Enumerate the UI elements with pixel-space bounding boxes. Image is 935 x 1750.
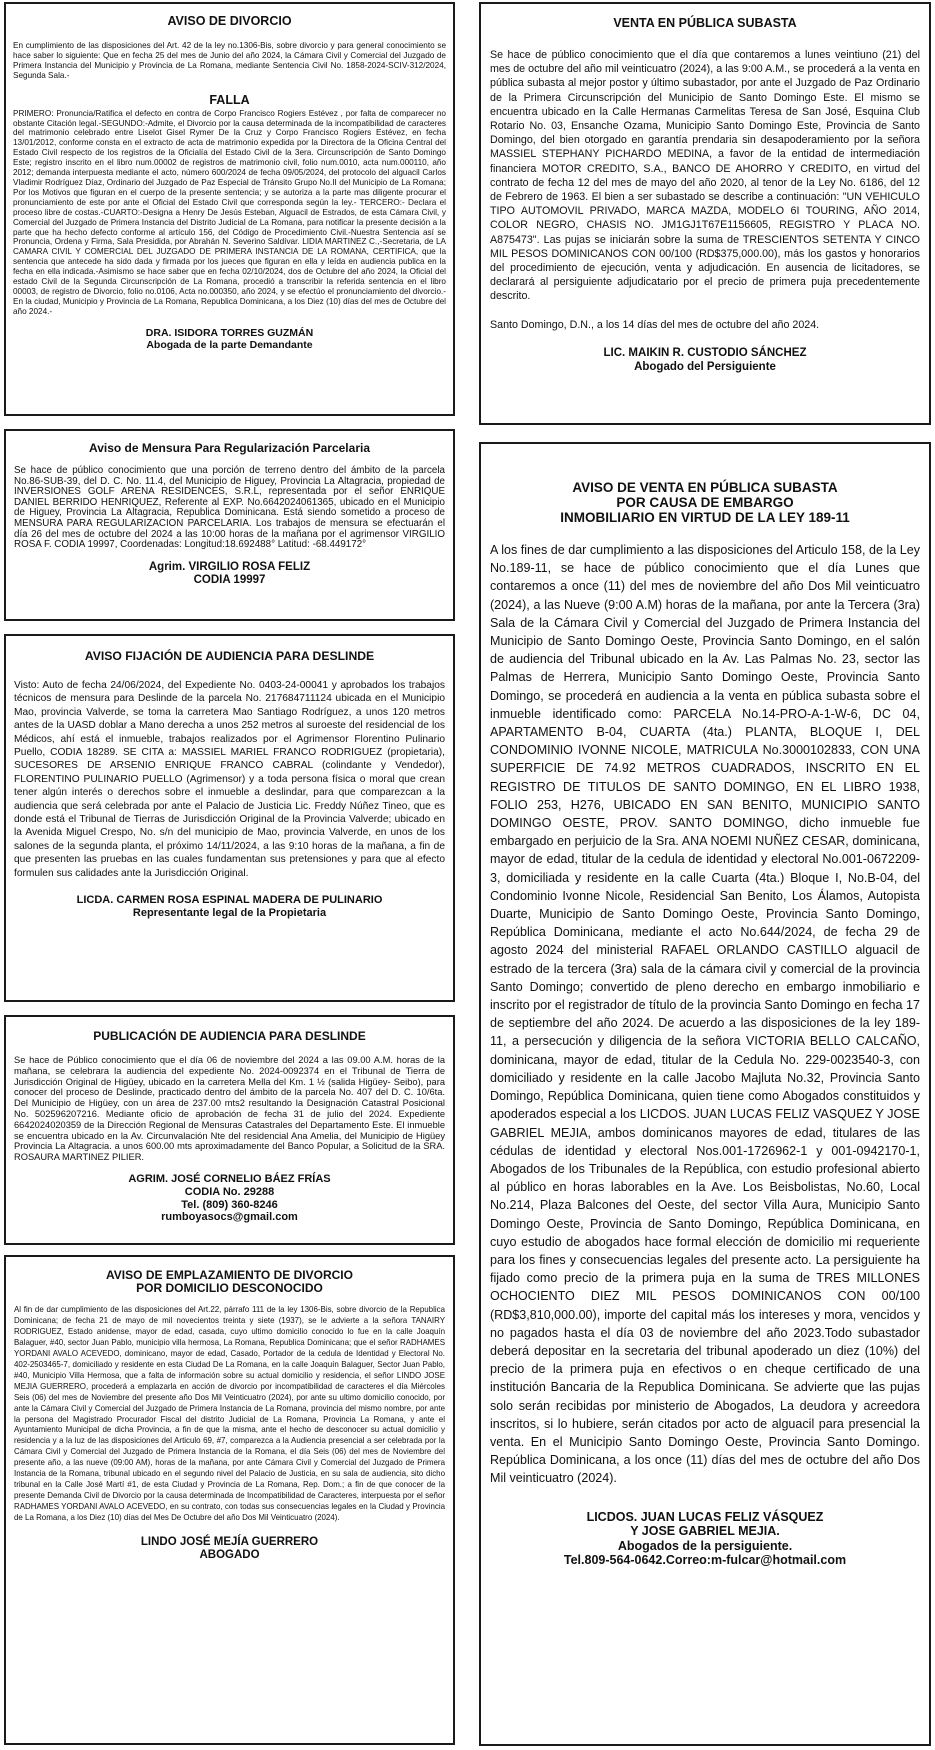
- signature-role: Representante legal de la Propietaria: [132, 906, 327, 919]
- signature-contact: Tel.809-564-0642.Correo:m-fulcar@hotmail.com: [563, 1553, 847, 1568]
- notice-body: Se hace de Público conocimiento que el día 06 de noviembre del 2024 a las 09.00 A.M. horas de la mañana, se celebrara la audiencia del expediente No. 2024-0092374 en el Tribunal de Tierra de Jurisdicción Original de Higüey, ubicado en la carretera Mella del Km. 1 ½ (salida Higüey- Seibo), para conocer del proceso de Deslinde, practicado dentro del ámbito de la parcela No. 407 del D. C. 10/6ta. Del Municipio de Higüey, con un área de 237.00 mts2 resultando la Designación Catastral Posicional No. 502596207216. Mediante oficio de aprobación de fecha 31 de julio del 2024. Expediente 6642024020359 de la Dirección Regional de Mensuras Catastrales del Departamento Este. El inmueble se encuentra ubicado en la Av. Circunvalación Nte del residencial Ana Amelia, del Municipio de Higüey Provincia La Altagracia. a unos 600.00 mts aproximadamente del Banco Popular, a Solicitud de la SRA. ROSAURA MARTINEZ PILIER.: [14, 1055, 445, 1163]
- notice-body: A los fines de dar cumplimiento a las disposiciones del Articulo 158, de la Ley No.189-11, se hace de público conocimiento que el día Lunes que contaremos a once (11) del mes de noviembre del año Dos Mil veinticuatro (2024), a las Nueve (9:00 A.M) horas de la mañana, por ante la Tercera (3ra) Sala de la Cámara Civil y Comercial del Juzgado de Primera Instancia del Municipio de Santo Domingo Oeste, Provincia Santo Domingo, en el salón de audiencia del Tribunal ubicado en la Av. Las Palmas No. 23, sector las Palmas de Herrera, Municipio Santo Domingo Oeste, Provincia Santo Domingo, se procederá en audiencia a la venta en pública subasta sobre el inmueble identificado como: PARCELA No.14-PRO-A-1-W-6, DC 04, APARTAMENTO B-04, CUARTA (4ta.) PLANTA, BLOQUE I, DEL CONDOMINIO IVONNE NICOLE, MATRICULA No.3000102833, CON UNA SUPERFICIE DE 74.92 METROS CUADRADOS, INSCRITO EN EL REGISTRO DE TITULOS DE SANTO DOMINGO, EN EL LIBRO 1938, FOLIO 253, H276, UBICADO EN SAN BENITO, MUNICIPIO SANTO DOMINGO OESTE, PROV. SANTO DOMINGO, dicho inmueble fue embargado en perjuicio de la Sra. ANA NOEMI NUÑEZ CESAR, dominicana, mayor de edad, titular de la cedula de identidad y electoral No.001-0672209-3, domiciliada y residente en la calle Cuarta (4ta.) Bloque I, No.B-04, del Condominio Ivonne Nicole, Residencial San Benito, Los Álamos, Autopista Duarte, Municipio de Santo Domingo Oeste, Provincia Santo Domingo, República Dominicana, mediante el acto No.644/2024, de fecha 29 de agosto 2024 del ministerial RAFAEL ORLANDO CASTILLO alguacil de estrado de la tercera (3ra) sala de la cámara civil y comercial de la provincia Santo Domingo; convertido de pleno derecho en embargo inmobiliario e inscrito por el registrador de título de la provincia Santo Domingo en fecha 17 de septiembre del año 2024. De acuerdo a las disposiciones de la ley 189-11, a persecución y diligencia de la señora VICTORIA BELLO CALCAÑO, dominicana, mayor de edad, titular de la Cedula No. 229-0023540-3, con domiciliado y residente en la calle Jacobo Majluta No.32, Provincia Santo Domingo, República Dominicana, quien tiene como Abogados constituidos y apoderados especial a los LICDOS. JUAN LUCAS FELIZ VASQUEZ Y JOSE GABRIEL MEJIA, ambos dominicanos mayores de edad, titulares de las cédulas de identidad y electoral Nos.001-1726962-1 y 001-0942170-1, Abogados de los Tribunales de la República, con estudio profesional abierto al público en horas laborables en la Ave. Los Beisbolistas, No.60, Local No.214, Plaza Balcones del Oeste, del sector Villa Aura, Municipio Santo Domingo Oeste, Provincia de Santo Domingo, República Dominicana, en cuyo estudio de abogados hace formal elección de domicilio mi requeriente para los fines y consecuencias legales del presente acto. La persiguiente ha fijado como precio de la primera puja en la suma de TRES MILLONES OCHOCIENTO DIEZ MIL PESOS DOMINICANOS CON 00/100 (RD$3,810,000.00), importe del capital más los intereses y mora, vencidos y no pagados hasta el día 03 de noviembre del año 2023.Todo subastador deberá depositar en la secretaria del tribunal apoderado un diez (10%) del precio de la primera puja en efectivos o en cheque certificado de una institución Bancaria de la Republica Dominicana. Se advierte que las pujas solo serán recibidas por ministerio de Abogados, La deudora y acreedora inscritos, si lo hubiere, serán citados por acto de alguacil para presencial la venta. En el Municipio Santo Domingo Oeste, Provincia Santo Domingo. República Dominicana, a los once (11) días del mes de octubre del año Dos Mil veinticuatro (2024).: [490, 543, 920, 1486]
- signature-role: Abogada de la parte Demandante: [146, 338, 313, 351]
- notice-title: AVISO FIJACIÓN DE AUDIENCIA PARA DESLINDE: [84, 649, 375, 663]
- signature-name: Agrim. VIRGILIO ROSA FELIZ: [148, 560, 311, 573]
- notice-title: VENTA EN PÚBLICA SUBASTA: [613, 16, 797, 30]
- notice-date-line: Santo Domingo, D.N., a los 14 días del mes de octubre del año 2024.: [490, 318, 820, 331]
- notice-body: Se hace de público conocimiento que el día que contaremos a lunes veintiuno (21) del mes de octubre del año mil veinticuatro (2024), a las 9:00 A.M., se procederá a la venta en pública subasta al mejor postor y último subastador, por ante el Juzgado de Paz Ordinario de la Primera Circunscripción del Municipio de Santo Domingo Este. El mismo se encuentra ubicado en la Calle Hermanas Carmelitas Teresa de San José, Esquina Club Rotario No. 03, Ensanche Ozama, Municipio Santo Domingo Este, Provincia de Santo Domingo, del bien otorgado en garantía prendaria sin desapoderamiento por la señora MASSIEL STEPHANY PICHARDO MEDINA, a favor de la entidad de intermediación financiera MOTOR CREDITO, S.A., BANCO DE AHORRO Y CREDITO, en virtud del contrato de fecha 12 del mes de mayo del año 2020, al tenor de la Ley No. 6186, del 12 de Febrero de 1963. El bien a ser subastado se describe a continuación: "UN VEHICULO TIPO AUTOMOVIL PRIVADO, MARCA MAZDA, MODELO 6I TOURING, AÑO 2014, COLOR NEGRO, CHASIS NO. JM1GJ1T67E1156605, REGISTRO Y PLACA NO. A875473". Las pujas se iniciarán sobre la suma de TRESCIENTOS SETENTA Y CINCO MIL PESOS DOMINICANOS CON 00/100 (RD$375,000.00), más los gastos y honorarios del procedimiento de ejecución, venta y adjudicación. En ausencia de licitadores, se declarará al persiguiente adjudicatario por el precio de primera puja precedentemente descrito.: [490, 49, 920, 303]
- notice-publicacion-audiencia: [4, 1015, 455, 1245]
- notice-title: PUBLICACIÓN DE AUDIENCIA PARA DESLINDE: [93, 1029, 366, 1043]
- notice-body: Se hace de público conocimiento que una porción de terreno dentro del ámbito de la parcela No.86-SUB-39, del D. C. No. 11.4, del Municipio de Higuey, Provincia La Altagracia, propiedad de INVERSIONES GOLF ARENA RESIDENCES, S.R.L, representada por el señor ENRIQUE DANIEL BERRIDO HENRIQUEZ, Referente al EXP. No.6642024061365, ubicado en el Municipio de Higuey, Provincia La Altagracia, Republica Dominicana. Está siendo sometido a proceso de MENSURA PARA REGULARIZACION PARCELARIA. Los trabajos de mensura se efectuarán el día 26 del mes de octubre del 2024 a las 10:00 horas de la mañana por el agrimensor VIRGILIO ROSA F. CODIA 19997, Coordenadas: Longitud:18.692488° Latitud: -68.449172°: [14, 465, 445, 551]
- notice-subtitle: POR DOMICILIO DESCONOCIDO: [136, 1281, 323, 1295]
- signature-name: LINDO JOSÉ MEJÍA GUERRERO: [140, 1536, 319, 1549]
- notice-body: PRIMERO: Pronuncia/Ratifica el defecto en contra de Corpo Francisco Rogiers Estévez , por falta de comparecer no obstante Citación legal.-SEGUNDO:-Admite, el Divorcio por la causa determinada de la incompatibilidad de caracteres del matrimonio celebrado entre Liselot Gisel Rymer De la Cruz y Corpo Francisco Rogiers Estévez, en fecha 13/01/2012, conforme consta en el extracto de acta de matrimonio expedida por la Directora de la Oficina Central del Estado Civil respecto de los registros de la Oficialía del Estado Civil de la 3era. Circunscripción de Santo Domingo Este; registro inscrito en el libro num.00002 de registros de matrimonio civil, folio num.0010, acta num.000110, año 2012; demanda interpuesta mediante el acto, número 600/2024 de fecha 09/05/2024, del protocolo del alguacil Carlos Vladimir Rodríguez Díaz, Ordinario del Juzgado de Paz Especial de Tránsito Grupo No.II del Municipio de La Romana; Por los Motivos que figuran en el cuerpo de la presente sentencia; y se autoriza a la parte mas diligente procurar el pronunciamiento de este por ante el Oficial del Estado Civil que corresponda según la ley.- TERCERO:- Declara el proceso libre de costas.-CUARTO:-Designa a Henry De Jesús Esteban, Alguacil de Estrados, de esta Cámara Civil, y Comercial del Juzgado de Primera Instancia del Distrito Judicial de La Romana, para notificar la presente decisión a la parte que ha hecho defecto conforme al artículo 156, del Código de Procedimiento Civil.-Nuestra Sentencia así se Pronuncia, Ordena y Firma, Sala Presidida, por Abrahán N. Severino Saldívar. LIDIA MARTINEZ C.,-Secretaria, de LA CAMARA CIVIL Y COMERCIAL DEL JUZGADO DE PRIMERA INSTANCIA DE LA ROMANA, CERTIFICA, que la sentencia que antecede ha sido dada y firmada por los jueces que figuran en ella y leída en audiencia publica en la fecha en ella indicada.-Asimismo se hace saber que en fecha 02/10/2024, dos de Octubre del año 2024, la Oficial del estado Civil de la Segunda Circunscripción de La Romana, procedió a transcribir la referida sentencia en el libro 00003, de registro de Divorcio, folio no.0106, Acta no.000350, año 2024, y se efectúo el pronunciamiento del divorcio.- En la ciudad, Municipio y Provincia de La Romana, Republica Dominicana, a los Diez (10) días del mes de Octubre del año 2024.-: [13, 108, 446, 316]
- notice-emplazamiento-divorcio: [4, 1255, 455, 1745]
- notice-intro: En cumplimiento de las disposiciones del Art. 42 de la ley no.1306-Bis, sobre divorcio y para general conocimiento se hace saber lo siguiente: Que en fecha 25 del mes de Junio del año 2024, la Cámara Civil y Comercial del Juzgado de Primera Instancia del Municipio y Provincia de La Romana, mediante Sentencia Civil No. 1858-2024-SCIV-312/2024, Segunda Sala.-: [13, 41, 446, 80]
- notice-subtitle: POR CAUSA DE EMBARGO: [616, 495, 794, 510]
- signature-name: DRA. ISIDORA TORRES GUZMÁN: [145, 326, 314, 339]
- notice-title: AVISO DE DIVORCIO: [167, 14, 292, 28]
- signature-role: Abogados de la persiguiente.: [617, 1538, 793, 1553]
- notice-venta-subasta: [479, 2, 931, 425]
- notice-venta-embargo: [479, 442, 931, 1746]
- signature-name: AGRIM. JOSÉ CORNELIO BÁEZ FRÍAS: [128, 1172, 331, 1185]
- notice-body: Visto: Auto de fecha 24/06/2024, del Expediente No. 0403-24-00041 y aprobados los trabajos técnicos de mensura para Deslinde de la parcela No. 217684711124 ubicada en el Municipio Mao, provincia Valverde, se toma la carretera Mao Santiago Rodríguez, a unos 120 metros antes de la UASD doblar a Mano derecha a unos 252 metros al suroeste del residencial de los Médicos, ahí está el inmueble, trabajos realizados por el Agrimensor Florentino Pulinario Puello, CODIA 18289. SE CITA a: MASSIEL MARIEL FRANCO RODRIGUEZ (propietaria), SUCESORES DE ARSENIO ENRIQUE FRANCO CABRAL (colindante y Vendedor), FLORENTINO PULINARIO PUELLO (Agrimensor) y a toda persona física o moral que crean tener algún interés o derechos sobre el inmueble a deslindar, para que comparezcan a la audiencia que será celebrada por ante el Palacio de Justicia Lic. Freddy Núñez Tineo, que es donde está el Tribunal de Tierras de Jurisdicción Original de la Provincia Valverde; ubicado en la Avenida Miguel Crespo, No. s/n del municipio de Mao, provincia Valverde, en unos de los salones de la segunda planta, el próximo 14/11/2024, a las 9:10 horas de la mañana, a fin de que presenten las pruebas en las cuales fundamentan sus pretensiones y para que al efecto formulen sus calidades ante la Jurisdicción Original.: [14, 680, 445, 879]
- notice-fijacion-audiencia: [4, 634, 455, 1002]
- signature-email: rumboyasocs@gmail.com: [161, 1211, 298, 1224]
- notice-subtitle: FALLA: [209, 92, 250, 107]
- notice-aviso-mensura: [4, 429, 455, 621]
- signature-phone: Tel. (809) 360-8246: [181, 1198, 278, 1211]
- signature-role: CODIA 19997: [193, 573, 266, 586]
- notice-title: AVISO DE EMPLAZAMIENTO DE DIVORCIO: [106, 1268, 353, 1282]
- signature-name: LICDA. CARMEN ROSA ESPINAL MADERA DE PULINARIO: [76, 894, 383, 907]
- notice-subtitle-law: INMOBILIARIO EN VIRTUD DE LA LEY 189-11: [560, 510, 850, 525]
- signature-codia: CODIA No. 29288: [184, 1185, 275, 1198]
- signature-name: LIC. MAIKIN R. CUSTODIO SÁNCHEZ: [603, 346, 807, 359]
- notice-title: Aviso de Mensura Para Regularización Parcelaria: [88, 441, 370, 455]
- notice-title: AVISO DE VENTA EN PÚBLICA SUBASTA: [572, 480, 838, 495]
- signature-role: Abogado del Persiguiente: [634, 360, 776, 373]
- notice-aviso-divorcio: [4, 2, 455, 416]
- signature-name-2: Y JOSE GABRIEL MEJIA.: [630, 1524, 780, 1539]
- signature-role: ABOGADO: [199, 1549, 260, 1562]
- notice-body: Al fin de dar cumplimiento de las disposiciones del Art.22, párrafo 111 de la ley 1306-Bis, sobre divorcio de la Republica Dominicana; de fecha 21 de mayo de mil novecientos treinta y siete (1937), se le advierte a la señora TANAIRY RODRIGUEZ, Estado anidense, mayor de edad, casada, cuyo ultimo domicilio conocido lo fue en la calle Joaquín Balaguer, #40, sector Juan Pablo, municipio villa hermosa, La Romana, Republica Dominicana; que el señor RADHAMES YORDANI AVALO ACEVEDO, dominicano, mayor de edad, Casado, Portador de la cedula de Identidad y Electoral No. 402-2503465-7, domiciliado y residente en esta Ciudad De La Romana, en la calle Joaquín Balaguer, Sector Juan Pablo, #40, Municipio Villa Hermosa, que a falta de información sobre su actual domicilio y residencia, el señor LINDO JOSE MEJIA GUERRERO, procederá a emplazarla en acción de divorcio por incompatibilidad de caracteres el día Miércoles Seis (06) del mes de Noviembre del presente año Dos Mil Veinticuatro (2024), por ante su ultimo domicilio conocido, por ante la Cámara Civil y Comercial del Juzgado de Primera Instancia de La Romana, provincia del mismo nombre, por ante la persona del Magistrado Procurador Fiscal del distrito Judicial de La Romana, Provincia La Romana, y ante el Ayuntamiento Municipal de dicha Provincia, a fin de que la misma, ante el hecho de desconocer su actual domicilio y residencia y a la luz de las disposiciones del Articulo 69, #7, comparezca a la Audiencia presencial a ser celebrada por la Cámara Civil y Comercial del Juzgado de Primera Instancia de la Romana, el día Seis (06) del mes de Noviembre del presente año, a las nueve (09:00 AM), horas de la mañana, por ante Cámara Civil y Comercial del Juzgado de Primera Instancia de la Romana, tribunal ubicado en el segundo nivel del Palacio de Justicia, en su sala de audiencia, sito dicho tribunal en la Calle José Martí #1, de esta Ciudad y Provincia de La Romana, Rep. Dom.; a fin de que conocer de la presente Demanda Civil de Divorcio por la causa determinada de Incompatibilidad de Caracteres, interpuesta por el señor RADHAMES YORDANI AVALO ACEVEDO, en su contrato, con todas sus consecuencias legales en la Ciudad y Provincia de La Romana, a los Diez (10) días del Mes De Octubre del año Dos Mil Veinticuatro (2024).: [14, 1305, 445, 1523]
- signature-name: LICDOS. JUAN LUCAS FELIZ VÁSQUEZ: [586, 1509, 824, 1524]
